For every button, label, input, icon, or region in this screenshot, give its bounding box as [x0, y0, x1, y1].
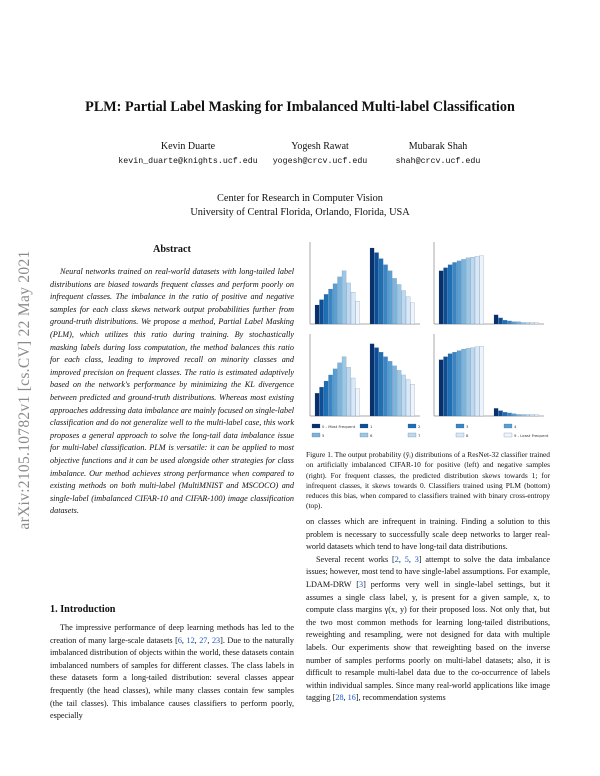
bar: [462, 349, 466, 416]
bar: [512, 322, 516, 324]
bar: [439, 360, 443, 416]
legend-swatch: [504, 433, 512, 437]
bar: [397, 370, 401, 416]
bar: [503, 320, 507, 324]
bar: [480, 346, 484, 416]
bar: [503, 412, 507, 416]
bar: [457, 351, 461, 416]
bar: [462, 259, 466, 324]
bar: [379, 259, 383, 324]
bar: [521, 322, 525, 324]
arxiv-stamp-text: arXiv:2105.10782v1 [cs.CV] 22 May 2021: [16, 250, 33, 530]
bar: [448, 354, 452, 416]
figure-legend: [312, 424, 549, 438]
legend-swatch: [408, 424, 416, 428]
text-run: ], recommendation systems: [355, 693, 446, 703]
bar: [342, 271, 346, 324]
bar: [466, 348, 470, 416]
text-run: ] attempt to solve the data imbalance issues; however, most tend to have single-label assumptions. For example, LDAM-DRW [: [306, 554, 550, 589]
bar: [375, 253, 379, 324]
bar: [406, 297, 410, 324]
author-name: Mubarak Shah: [408, 141, 468, 152]
bar: [411, 384, 415, 416]
bar: [535, 414, 539, 416]
paragraph: on classes which are infrequent in training. Finding a solution to this problem is necessary to successfully scale deep networks to larger real-world datasets which tend to have long-tail data distributions.: [306, 517, 550, 552]
affiliation: [0, 192, 600, 220]
bar: [471, 348, 475, 416]
citation-link[interactable]: 12: [186, 635, 195, 645]
bar: [494, 408, 498, 416]
bar: [393, 366, 397, 416]
bar: [320, 387, 324, 416]
chart-panel-top-left: [310, 242, 420, 324]
bar: [535, 322, 539, 324]
paragraph: Several recent works [2, 5, 3] attempt to solve the data imbalance issues; however, most tend to have single-label assumptions. For example, LDAM-DRW [3] performs very well in single-label settings, but it assumes a single class label, y, is present for a given sample, x, to compute class margins γ(x, y) for their proposed loss. Not only that, but the two most common methods for learning long-tailed distributions, reweighting and resampling, were not designed for data with multiple labels. Our experiments show that reweighting based on the inverse number of samples performs poorly on multi-label datasets; also, it is difficult to resample multi-label data due to the co-occurrence of labels within individual samples. Since many real-world applications like image tagging [28, 16], recommendation systems: [306, 554, 550, 703]
author-block-1: [118, 141, 258, 166]
legend-label: 3: [466, 423, 469, 429]
author-email: yogesh@crcv.ucf.edu: [272, 157, 368, 166]
bar: [379, 352, 383, 416]
citation-link[interactable]: 2: [394, 554, 399, 564]
chart-panel-top-right: [434, 242, 544, 324]
legend-swatch: [360, 433, 368, 437]
legend-swatch: [456, 433, 464, 437]
bar: [388, 271, 392, 324]
bar: [342, 357, 346, 416]
bar: [324, 294, 328, 324]
bar: [530, 322, 534, 324]
legend-label: 8: [466, 432, 469, 438]
legend-label: 0 - Most Frequent: [322, 423, 356, 429]
legend-label: 5: [322, 432, 325, 438]
legend-swatch: [504, 424, 512, 428]
bar: [338, 277, 342, 324]
abstract-text: Neural networks trained on real-world datasets with long-tailed label distributions are biased towards frequent classes and perform poorly on infrequent classes. The imbalance in the ratio of positive and negative samples for each class skews network output probabilities further from ground-truth distributions. We propose a method, Partial Label Masking (PLM), which utilizes this ratio during training. By stochastically masking labels during loss computation, the method balances this ratio for each class, leading to improved recall on minority classes and improved precision on frequent classes. The ratio is estimated adaptively based on the network's performance by minimizing the KL divergence between predicted and ground-truth distributions. Whereas most existing approaches addressing data imbalance are mainly focused on single-label classification and do not generalize well to the multi-label case, this work proposes a general approach to solve the long-tail data imbalance issue for multi-label classification. PLM is versatile: it can be applied to most objective functions and it can be used alongside other strategies for class imbalance. Our method achieves strong performance when compared to existing methods on both multi-label (MultiMNIST and MSCOCO) and single-label (imbalanced CIFAR-10 and CIFAR-100) image classification datasets.: [50, 267, 294, 516]
bar: [320, 300, 324, 324]
bar: [453, 352, 457, 416]
bar: [388, 361, 392, 416]
bar: [508, 413, 512, 416]
bar: [315, 305, 319, 324]
author-block-3: [388, 141, 488, 166]
bar: [494, 315, 498, 324]
bar: [375, 348, 379, 416]
bar: [324, 381, 328, 416]
bar: [406, 380, 410, 416]
bar: [347, 367, 351, 416]
bar: [448, 265, 452, 324]
legend-swatch: [408, 433, 416, 437]
bar: [384, 265, 388, 324]
bar: [333, 369, 337, 416]
legend-label: 9 - Least Frequent: [514, 432, 549, 438]
text-run: ] performs very well in single-label settings, but it assumes a single class label, y, is present for a given sample, x, to compute class margins γ(x, y) for their proposed loss. Not only that, but the two most common methods for learning long-tailed distributions, reweighting and resampling, were not designed for data with multiple labels. Our experiments show that reweighting based on the inverse number of samples performs poorly on multi-label datasets; also, it is difficult to resample multi-label data due to the co-occurrence of labels within individual samples. Since many real-world applications like image tagging [: [306, 579, 550, 703]
legend-swatch: [360, 424, 368, 428]
section-heading-introduction: 1. Introduction: [50, 604, 116, 615]
bar: [329, 375, 333, 416]
author-name: Kevin Duarte: [160, 141, 216, 152]
citation-link[interactable]: 28: [335, 693, 344, 703]
author-block-2: [270, 141, 370, 166]
legend-label: 4: [514, 423, 517, 429]
bar: [356, 389, 360, 416]
chart-panel-bottom-left: [310, 334, 420, 416]
affiliation-line: Center for Research in Computer Vision: [217, 193, 383, 204]
bar: [370, 248, 374, 324]
citation-link[interactable]: 27: [199, 635, 208, 645]
citation-link[interactable]: 6: [177, 635, 182, 645]
bar: [402, 375, 406, 416]
bar: [480, 256, 484, 324]
author-email: shah@crcv.ucf.edu: [395, 157, 481, 166]
bar: [329, 289, 333, 324]
citation-link[interactable]: 16: [347, 693, 356, 703]
citation-link[interactable]: 3: [414, 554, 419, 564]
figure-1: [306, 238, 550, 446]
bar: [526, 322, 530, 324]
bar: [453, 262, 457, 324]
bar: [384, 357, 388, 416]
bar: [444, 357, 448, 416]
legend-swatch: [456, 424, 464, 428]
bar: [471, 257, 475, 324]
bar: [411, 303, 415, 324]
bar: [530, 414, 534, 416]
text-run: Several recent works [: [316, 554, 395, 564]
bar: [338, 363, 342, 416]
legend-label: 6: [370, 432, 373, 438]
bar: [499, 318, 503, 324]
legend-label: 2: [418, 423, 421, 429]
bar: [512, 414, 516, 416]
bar: [517, 414, 521, 416]
introduction-paragraph: The impressive performance of deep learning methods has led to the creation of many large-scale datasets [6, 12, 27, 23]. Due to the naturally imbalanced distribution of objects within the world, these datasets contain imbalanced numbers of samples for different classes. The class labels in these datasets form a long-tailed distribution: several classes appear frequently (the head classes), while many classes contain few samples (the tail classes). This imbalance causes classifiers to perform poorly, especially: [50, 623, 295, 721]
author-email: kevin_duarte@knights.ucf.edu: [118, 157, 258, 166]
bar: [347, 283, 351, 324]
bar: [457, 261, 461, 324]
bar: [475, 347, 479, 416]
bar: [526, 414, 530, 416]
bar: [315, 393, 319, 416]
bar: [393, 278, 397, 324]
bar: [499, 411, 503, 416]
text-run: The impressive performance of deep learning methods has led to the creation of many large-scale datasets [: [50, 623, 294, 645]
legend-swatch: [312, 424, 320, 428]
legend-label: 7: [418, 432, 421, 438]
citation-link[interactable]: 23: [211, 635, 221, 645]
citation-link[interactable]: 3: [358, 579, 364, 589]
bar: [333, 284, 337, 324]
affiliation-line: University of Central Florida, Orlando, Florida, USA: [190, 207, 410, 218]
bar: [356, 301, 360, 324]
bar: [475, 256, 479, 324]
bar: [444, 268, 448, 324]
bar: [351, 292, 355, 324]
figure-caption: Figure 1. The output probability (ŷᵢ) distributions of a ResNet-32 classifier trained on artificially imbalanced CIFAR-10 for positive (left) and negative samples (right). For frequent classes, the predicted distribution skews towards 1; for infrequent classes, it skews towards 0. Classifiers trained using PLM (bottom) reduces this bias, when compared to classifiers trained with binary cross-entropy (top).: [306, 450, 550, 511]
bar: [351, 378, 355, 416]
bar: [439, 271, 443, 324]
chart-panel-bottom-right: [434, 334, 544, 416]
legend-swatch: [312, 433, 320, 437]
bar: [517, 322, 521, 324]
right-column-text: [306, 516, 550, 705]
legend-label: 1: [370, 423, 373, 429]
bar: [521, 414, 525, 416]
bar: [508, 321, 512, 324]
author-name: Yogesh Rawat: [291, 141, 349, 152]
bar: [466, 258, 470, 324]
paper-title: PLM: Partial Label Masking for Imbalanced Multi-label Classification: [85, 99, 515, 115]
citation-link[interactable]: 5: [404, 554, 409, 564]
arxiv-stamp: [17, 205, 33, 575]
bar: [370, 344, 374, 416]
bar: [402, 291, 406, 324]
bar: [397, 284, 401, 324]
abstract-heading: Abstract: [153, 244, 191, 255]
text-run: ]. Due to the naturally imbalanced distribution of objects within the world, these datasets contain imbalanced numbers of samples for different classes. The class labels in these datasets form a long-tailed distribution: several classes appear frequently (the head classes), while many classes contain few samples (the tail classes). This imbalance causes classifiers to perform poorly, especially: [50, 635, 295, 721]
